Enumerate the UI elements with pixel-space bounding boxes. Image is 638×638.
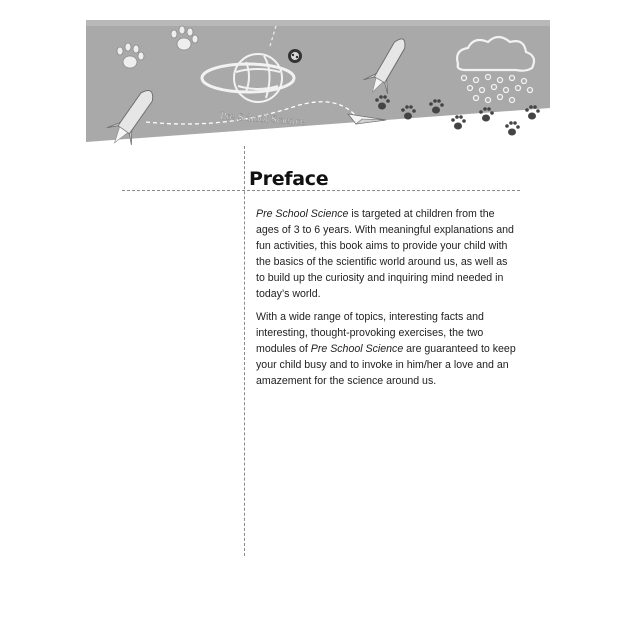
paragraph-2	[256, 310, 518, 390]
banner-label: Pre School Science	[219, 110, 306, 128]
page-title: Preface	[249, 168, 329, 190]
book-title-italic: Pre School Science	[310, 343, 404, 356]
header-banner	[86, 20, 550, 145]
banner-illustration	[86, 20, 550, 145]
paragraph-2-end: are guaranteed to keep your child busy and to invoke in him/her a love and an amazement for the science around us.	[256, 343, 516, 388]
preface-body	[256, 207, 518, 398]
book-title-italic: Pre School Science	[256, 208, 349, 220]
vertical-dashed-divider	[244, 146, 245, 556]
horizontal-dashed-divider	[122, 190, 520, 191]
paragraph-1-text: is targeted at children from the ages of 3 to 6 years. With meaningful explanations and fun activities, this book aims to provide your child with the basics of the scientific world around us, as well as to build up the curiosity and inquiring mind needed in today’s world.	[256, 208, 514, 300]
ladybug-icon	[288, 49, 302, 63]
paragraph-2-start: With a wide range of topics, interesting facts and interesting, thought-provoking exercises, the two modules of	[256, 311, 484, 356]
paragraph-1	[256, 207, 518, 302]
